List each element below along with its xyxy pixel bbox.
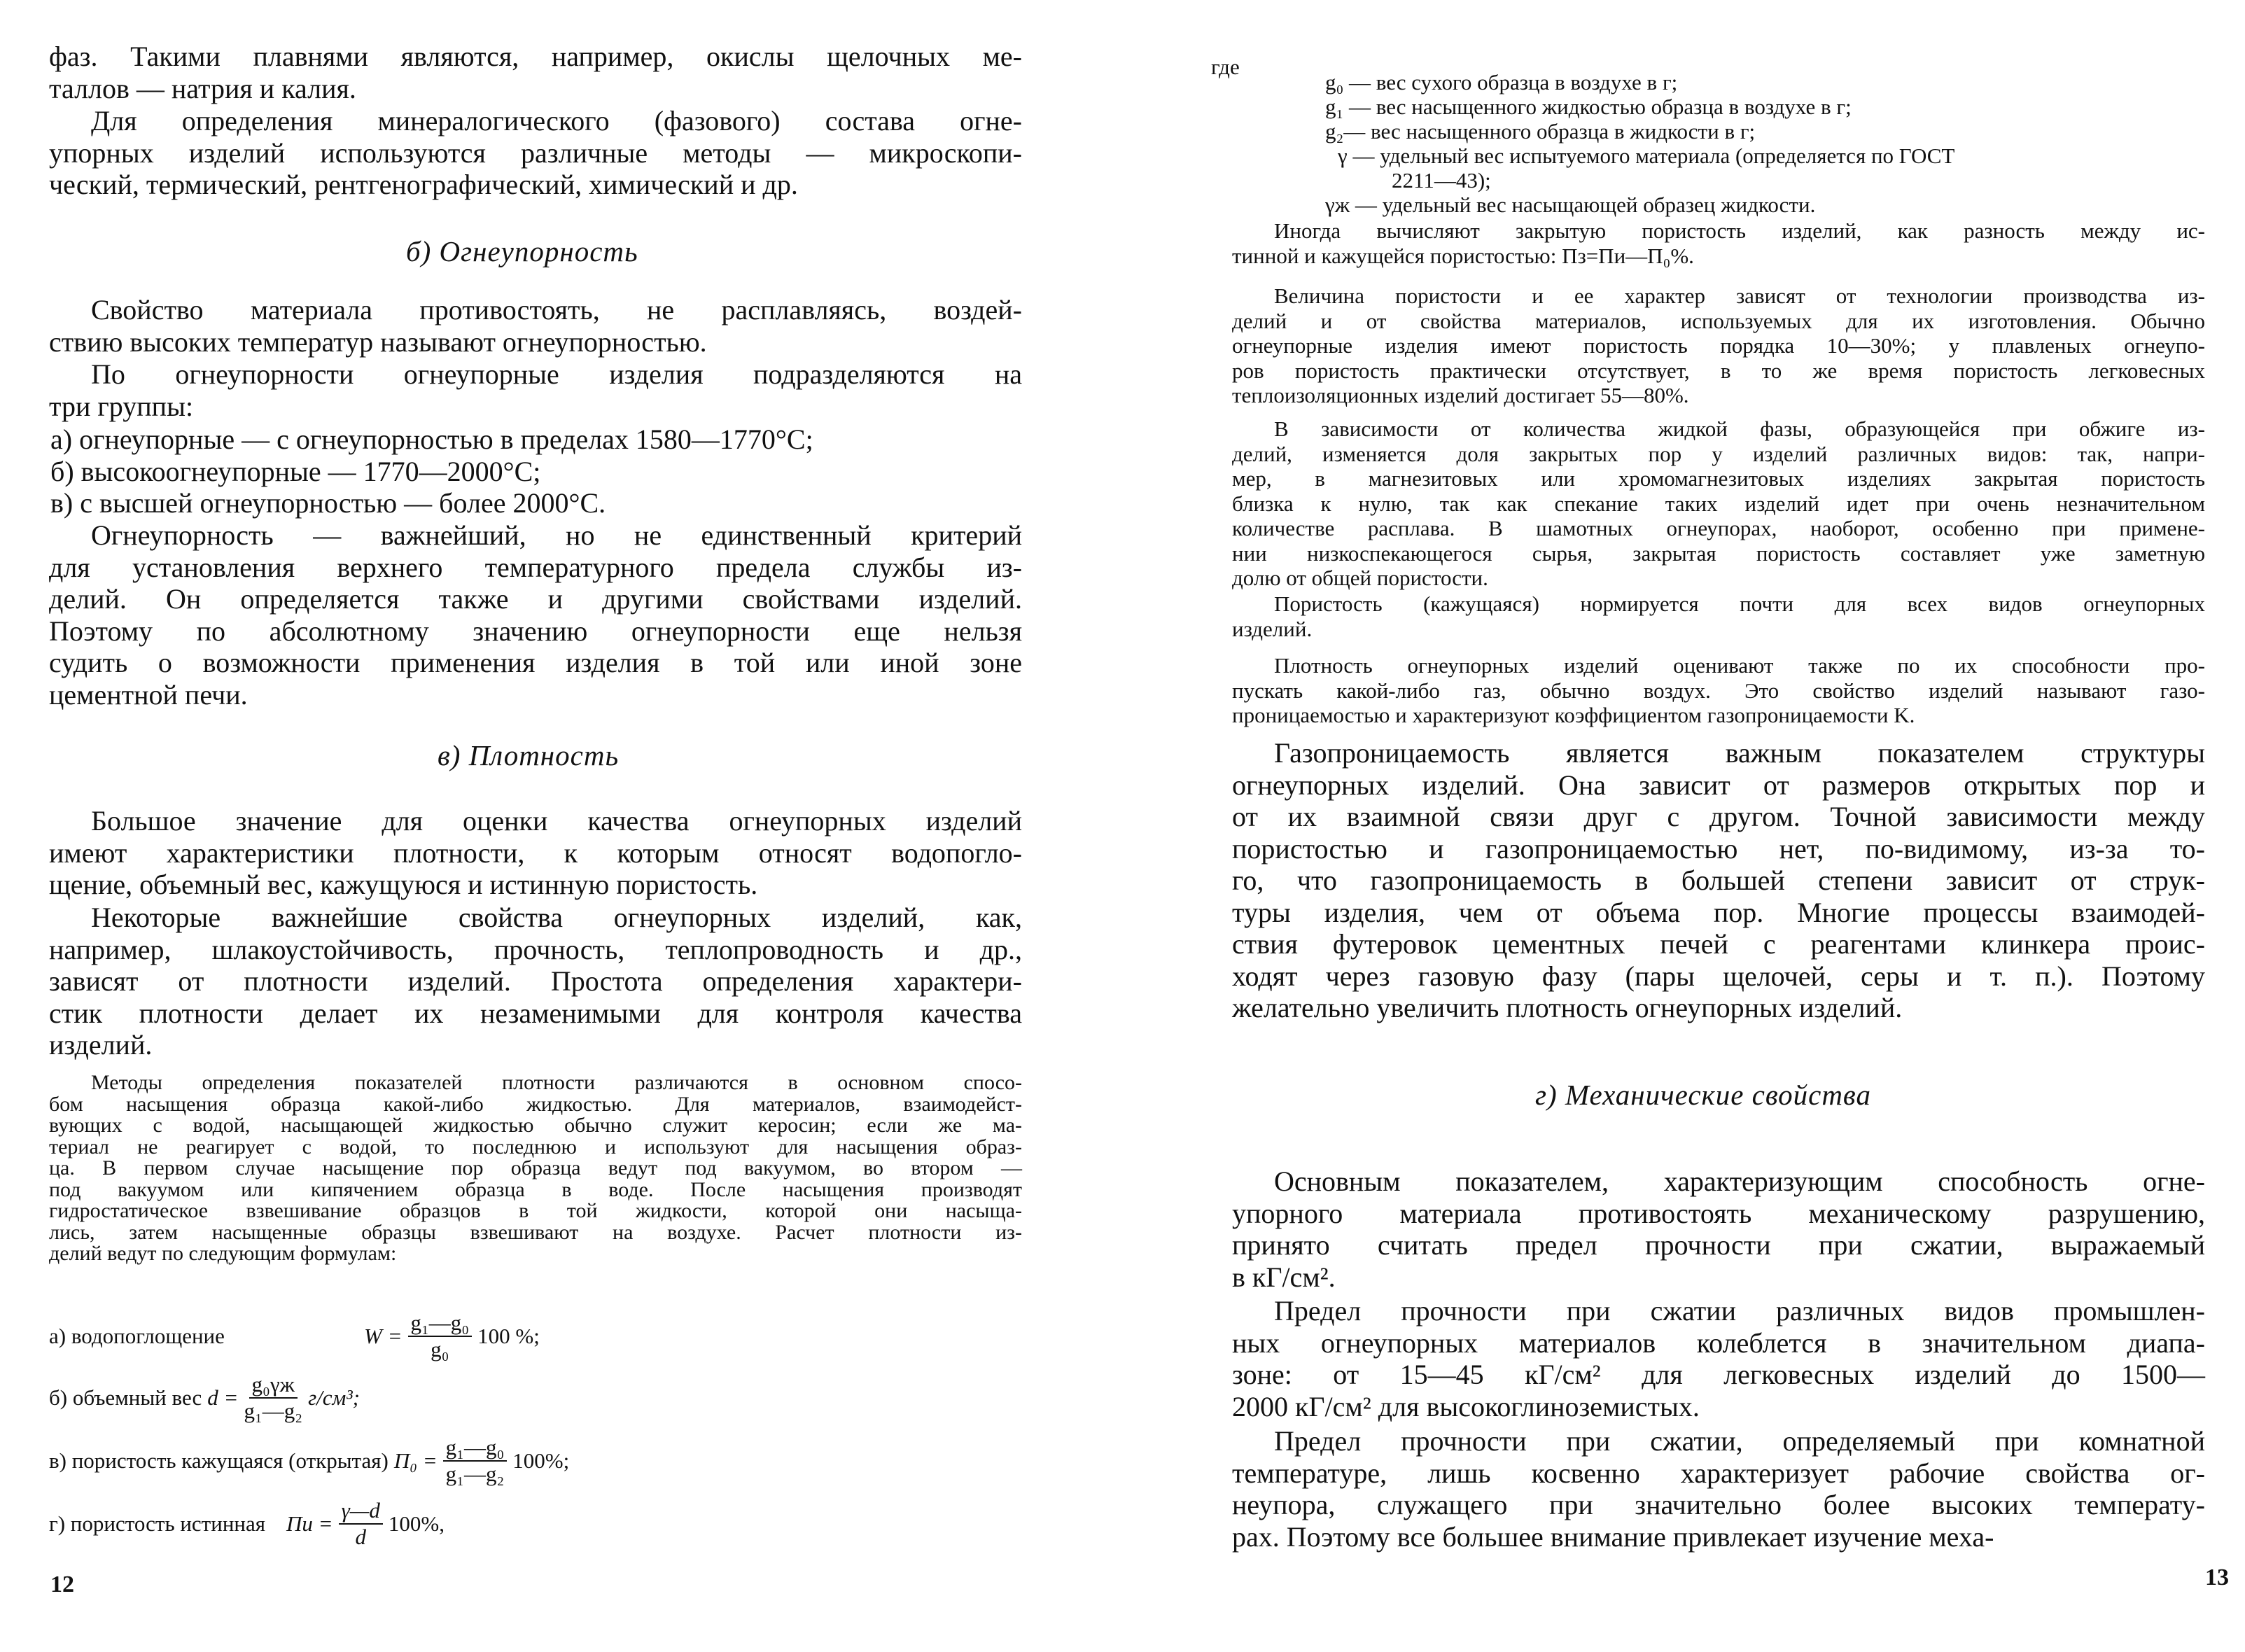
text-line: g₀ — вес сухого образца в воздухе в г; bbox=[1325, 70, 1678, 94]
text-line: Предел прочности при сжатии различных видов промышлен- bbox=[1274, 1295, 2205, 1326]
paragraph-p9 bbox=[1232, 1425, 2205, 1553]
text-line: Предел прочности при сжатии, определяемый при комнатной bbox=[1274, 1425, 2205, 1457]
paragraph-p8 bbox=[1232, 1295, 2205, 1422]
text-line: теплоизоляционных изделий достигает 55—80%. bbox=[1232, 383, 1689, 407]
text-line: имеют характеристики плотности, к которым относят водопогло- bbox=[49, 836, 1022, 869]
text-line: рах. Поэтому все большее внимание привлекает изучение меха- bbox=[1232, 1520, 1994, 1553]
paragraph-defs bbox=[1325, 70, 2193, 217]
text-line: 2000 кГ/см² для высокоглиноземистых. bbox=[1232, 1390, 1700, 1422]
formula-fraction bbox=[244, 1372, 302, 1424]
section-heading-refractoriness: б) Огнеупорность bbox=[406, 235, 638, 267]
text-line: неупора, служащего при значительно более высоких температу- bbox=[1232, 1489, 2205, 1520]
text-line: упорного материала противостоять механическому разрушению, bbox=[1232, 1197, 2205, 1229]
paragraph-p2 bbox=[49, 105, 1022, 201]
text-line: Для определения минералогического (фазового) состава огне- bbox=[91, 105, 1022, 136]
text-line: под вакуумом или кипячением образца в воде. После насыщения производят bbox=[49, 1177, 1022, 1201]
text-line: Большое значение для оценки качества огнеупорных изделий bbox=[91, 805, 1022, 836]
text-line: например, шлакоустойчивость, прочность, теплопроводность и др., bbox=[49, 933, 1022, 965]
text-line: изделий. bbox=[1232, 616, 1313, 641]
paragraph-p7 bbox=[1232, 1166, 2205, 1293]
paragraph-p1 bbox=[1232, 218, 2205, 268]
text-line: туры изделия, чем от объема пор. Многие процессы взаимодей- bbox=[1232, 896, 2205, 928]
paragraph-p5 bbox=[1232, 653, 2205, 728]
text-line: проницаемостью и характеризуют коэффициентом газопроницаемости K. bbox=[1232, 703, 1915, 727]
paragraph-p7 bbox=[49, 902, 1022, 1061]
text-line: пускать какой-либо газ, обычно воздух. Это свойство изделий называют газо- bbox=[1232, 678, 2205, 703]
text-line: стик плотности делает их незаменимыми для контроля качества bbox=[49, 997, 1022, 1029]
text-line: ров пористость практически отсутствует, в то же время пористость легковесных bbox=[1232, 358, 2205, 383]
text-line: пористостью и газопроницаемостью нет, по-видимому, из-за то- bbox=[1232, 832, 2205, 864]
text-line: в) с высшей огнеупорностью — более 2000°С. bbox=[50, 487, 606, 519]
text-line: Величина пористости и ее характер зависят от технологии производства из- bbox=[1274, 284, 2205, 308]
paragraph-list bbox=[49, 424, 1022, 519]
text-line: Плотность огнеупорных изделий оценивают также по их способности про- bbox=[1274, 653, 2205, 678]
paragraph-p2 bbox=[1232, 284, 2205, 408]
text-line: щение, объемный вес, кажущуюся и истинную пористость. bbox=[49, 869, 758, 900]
paragraph-p3 bbox=[49, 294, 1022, 358]
text-line: желательно увеличить плотность огнеупорных изделий. bbox=[1232, 992, 1903, 1023]
text-line: близка к нулю, так как спекание таких изделий идет при очень незначительном bbox=[1232, 491, 2205, 516]
formula-fraction bbox=[339, 1498, 383, 1550]
text-line: для установления верхнего температурного предела службы из- bbox=[49, 551, 1022, 583]
text-line: γж — удельный вес насыщающей образец жидкости. bbox=[1325, 192, 1816, 217]
text-line: делий и от свойства материалов, используемых для их изготовления. Обычно bbox=[1232, 308, 2205, 333]
text-line: ствию высоких температур называют огнеупорностью. bbox=[49, 326, 707, 358]
paragraph-p1 bbox=[49, 41, 1022, 104]
page-number: 13 bbox=[2205, 1564, 2229, 1590]
text-line: от их взаимной связи друг с другом. Точной зависимости между bbox=[1232, 801, 2205, 832]
text-line: фаз. Такими плавнями являются, например, окислы щелочных ме- bbox=[49, 41, 1022, 72]
text-line: в кГ/см². bbox=[1232, 1261, 1336, 1293]
text-line: а) огнеупорные — с огнеупорностью в пределах 1580—1770°С; bbox=[50, 424, 813, 455]
text-line: По огнеупорности огнеупорные изделия подразделяются на bbox=[91, 358, 1022, 390]
text-line: ца. В первом случае насыщение пор образца ведут под вакуумом, во втором — bbox=[49, 1156, 1022, 1180]
text-line: упорных изделий используются различные методы — микроскопи- bbox=[49, 136, 1022, 169]
page-number: 12 bbox=[50, 1572, 74, 1597]
text-line: териал не реагирует с водой, то последнюю и используют для насыщения образ- bbox=[49, 1135, 1022, 1158]
formula-water-absorption bbox=[49, 1310, 540, 1362]
formula-fraction bbox=[443, 1435, 508, 1487]
text-line: изделий. bbox=[49, 1029, 153, 1060]
text-line: температуре, лишь косвенно характеризует рабочие свойства ог- bbox=[1232, 1457, 2205, 1489]
formula-label: в) пористость кажущаяся (открытая) bbox=[49, 1448, 389, 1473]
formula-lhs: d = bbox=[207, 1385, 239, 1410]
text-line: ных огнеупорных материалов колеблется в значительном диапа- bbox=[1232, 1326, 2205, 1359]
text-line: Иногда вычисляют закрытую пористость изделий, как разность между ис- bbox=[1274, 218, 2205, 243]
left-page bbox=[0, 0, 1120, 1652]
text-line: гидростатическое взвешивание образцов в той жидкости, которой они насыща- bbox=[49, 1199, 1022, 1222]
text-line: Газопроницаемость является важным показателем структуры bbox=[1274, 737, 2205, 769]
formula-lhs: П₀ = bbox=[393, 1448, 438, 1473]
text-line: судить о возможности применения изделия в той или иной зоне bbox=[49, 647, 1022, 678]
formula-tail: 100%; bbox=[512, 1448, 570, 1473]
text-line: бом насыщения образца какой-либо жидкостью. Для материалов, взаимодейст- bbox=[49, 1092, 1022, 1116]
text-line: Свойство материала противостоять, не расплавляясь, воздей- bbox=[91, 294, 1022, 326]
section-heading-mechanical: г) Механические свойства bbox=[1535, 1079, 1871, 1111]
text-line: g₁ — вес насыщенного жидкостью образца в воздухе в г; bbox=[1325, 94, 1852, 119]
text-line: В зависимости от количества жидкой фазы, образующейся при обжиге из- bbox=[1274, 416, 2205, 441]
text-line: зависят от плотности изделий. Простота определения характери- bbox=[49, 965, 1022, 997]
text-line: три группы: bbox=[49, 390, 194, 422]
text-line: тинной и кажущейся пористостью: Пз=Пи—П₀%. bbox=[1232, 243, 1694, 268]
text-line: ческий, термический, рентгенографический, химический и др. bbox=[49, 169, 798, 200]
text-line: огнеупорных изделий. Она зависит от размеров открытых пор и bbox=[1232, 769, 2205, 801]
text-line: огнеупорные изделия имеют пористость порядка 10—30%; у плавленых огнеупо- bbox=[1232, 333, 2205, 358]
formula-fraction bbox=[408, 1310, 473, 1362]
denominator: d bbox=[355, 1525, 366, 1549]
text-line: долю от общей пористости. bbox=[1232, 566, 1488, 590]
text-line: б) высокоогнеупорные — 1770—2000°С; bbox=[50, 455, 541, 487]
text-line: мер, в магнезитовых или хромомагнезитовых изделиях закрытая пористость bbox=[1232, 466, 2205, 491]
paragraph-p5 bbox=[49, 519, 1022, 710]
formula-bulk-density bbox=[49, 1372, 360, 1424]
text-line: делий. Он определяется также и другими свойствами изделий. bbox=[49, 583, 1022, 615]
denominator: g₁—g₂ bbox=[244, 1399, 303, 1423]
formula-apparent-porosity bbox=[49, 1435, 569, 1487]
numerator: g₁—g₀ bbox=[408, 1310, 473, 1337]
text-line: Поэтому по абсолютному значению огнеупорности еще нельзя bbox=[49, 615, 1022, 647]
text-line: Методы определения показателей плотности различаются в основном спосо- bbox=[91, 1071, 1022, 1094]
right-page bbox=[1122, 0, 2245, 1652]
text-line: делий ведут по следующим формулам: bbox=[49, 1242, 397, 1265]
text-line: ходят через газовую фазу (пары щелочей, серы и т. п.). Поэтому bbox=[1232, 960, 2205, 992]
text-line: делий, изменяется доля закрытых пор у изделий различных видов: так, напри- bbox=[1232, 441, 2205, 466]
text-line: Пористость (кажущаяся) нормируется почти для всех видов огнеупорных bbox=[1274, 592, 2205, 616]
text-line: принято считать предел прочности при сжатии, выражаемый bbox=[1232, 1229, 2205, 1261]
numerator: γ—d bbox=[339, 1498, 383, 1525]
denominator: g₁—g₂ bbox=[445, 1462, 505, 1486]
text-line: Некоторые важнейшие свойства огнеупорных изделий, как, bbox=[91, 902, 1022, 933]
paragraph-p4 bbox=[1232, 592, 2205, 641]
text-line: вующих с водой, насыщающей жидкостью обычно служит керосин; если же ма- bbox=[49, 1114, 1022, 1137]
formula-lhs: Пи = bbox=[286, 1511, 333, 1536]
paragraph-p6 bbox=[1232, 737, 2205, 1024]
denominator: g₀ bbox=[431, 1337, 449, 1362]
section-heading-density: в) Плотность bbox=[438, 739, 620, 771]
formula-lhs: W = bbox=[364, 1324, 403, 1348]
formula-label: а) водопоглощение bbox=[49, 1324, 225, 1348]
text-line: количестве расплава. В шамотных огнеупорах, наоборот, особенно при примене- bbox=[1232, 516, 2205, 540]
formula-true-porosity bbox=[49, 1498, 445, 1550]
paragraph-p4 bbox=[49, 358, 1022, 422]
text-line: Основным показателем, характеризующим способность огне- bbox=[1274, 1166, 2205, 1197]
paragraph-p3 bbox=[1232, 416, 2205, 591]
formula-tail: г/см³; bbox=[308, 1385, 360, 1410]
formula-tail: 100%, bbox=[388, 1511, 445, 1536]
text-line: нии низкоспекающегося сырья, закрытая пористость составляет уже заметную bbox=[1232, 540, 2205, 566]
formula-label: г) пористость истинная bbox=[49, 1511, 266, 1536]
text-line: таллов — натрия и калия. bbox=[49, 72, 356, 104]
formula-tail: 100 %; bbox=[477, 1324, 540, 1348]
numerator: g₀γж bbox=[249, 1372, 298, 1399]
numerator: g₁—g₀ bbox=[443, 1435, 508, 1462]
paragraph-p6 bbox=[49, 805, 1022, 901]
formula-label: б) объемный вес bbox=[49, 1385, 202, 1410]
text-line: лись, затем насыщенные образцы взвешивают на воздухе. Расчет плотности из- bbox=[49, 1220, 1022, 1244]
text-line: ствия футеровок цементных печей с реагентами клинкера проис- bbox=[1232, 928, 2205, 960]
paragraph-p8 bbox=[49, 1072, 1022, 1265]
text-line: g₂— вес насыщенного образца в жидкости в г; bbox=[1325, 119, 1756, 144]
text-line: γ — удельный вес испытуемого материала (определяется по ГОСТ bbox=[1338, 144, 1955, 168]
text-line: Огнеупорность — важнейший, но не единственный критерий bbox=[91, 519, 1022, 551]
text-line: 2211—43); bbox=[1392, 168, 1491, 192]
text-line: го, что газопроницаемость в большей степени зависит от струк- bbox=[1232, 864, 2205, 896]
text-line: зоне: от 15—45 кГ/см² для легковесных изделий до 1500— bbox=[1232, 1359, 2205, 1390]
text-line: цементной печи. bbox=[49, 678, 248, 710]
where-label: где bbox=[1211, 55, 1240, 79]
